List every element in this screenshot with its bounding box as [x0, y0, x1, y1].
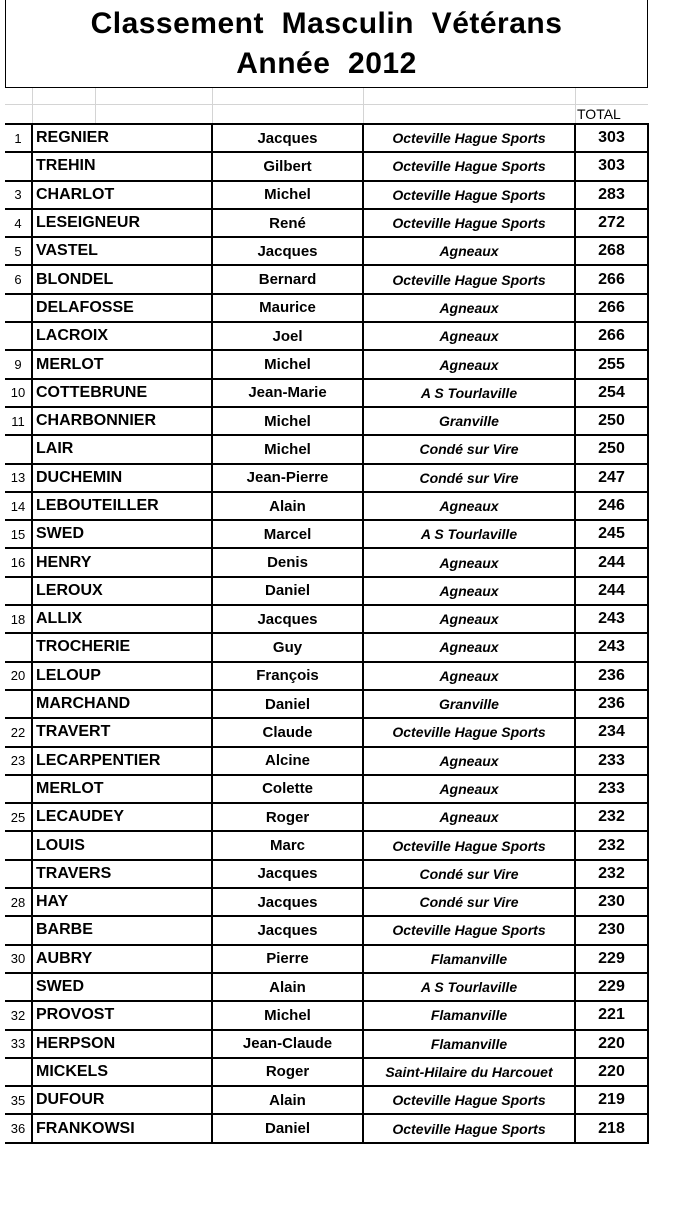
cell-total: 229	[575, 945, 648, 973]
cell-club: Octeville Hague Sports	[363, 124, 575, 152]
cell-firstname: Marc	[212, 831, 363, 859]
cell-club: Agneaux	[363, 492, 575, 520]
header-gridline-club	[575, 88, 576, 123]
cell-name: PROVOST	[32, 1001, 212, 1029]
cell-firstname: Alain	[212, 492, 363, 520]
cell-total: 220	[575, 1030, 648, 1058]
cell-rank: 20	[5, 662, 32, 690]
cell-total: 232	[575, 831, 648, 859]
cell-rank: 16	[5, 548, 32, 576]
cell-name: MICKELS	[32, 1058, 212, 1086]
table-row[interactable]	[5, 209, 648, 237]
cell-total: 244	[575, 548, 648, 576]
cell-rank	[5, 775, 32, 803]
cell-firstname: Maurice	[212, 294, 363, 322]
cell-club: Granville	[363, 690, 575, 718]
cell-total: 233	[575, 775, 648, 803]
cell-rank: 11	[5, 407, 32, 435]
cell-name: HAY	[32, 888, 212, 916]
cell-name: LEROUX	[32, 577, 212, 605]
cell-club: Octeville Hague Sports	[363, 1114, 575, 1142]
table-row[interactable]	[5, 577, 648, 605]
cell-name: CHARLOT	[32, 181, 212, 209]
cell-firstname: Jean-Pierre	[212, 464, 363, 492]
header-gridline-name	[212, 88, 213, 123]
cell-total: 243	[575, 633, 648, 661]
ranking-table-body	[5, 124, 648, 1143]
cell-club: Agneaux	[363, 237, 575, 265]
cell-club: Flamanville	[363, 1030, 575, 1058]
table-row[interactable]	[5, 520, 648, 548]
cell-club: Agneaux	[363, 662, 575, 690]
page-title-line-1: Classement Masculin Vétérans	[90, 6, 563, 40]
cell-name: DELAFOSSE	[32, 294, 212, 322]
cell-rank: 35	[5, 1086, 32, 1114]
cell-total: 232	[575, 860, 648, 888]
cell-rank	[5, 831, 32, 859]
cell-firstname: Colette	[212, 775, 363, 803]
cell-total: 219	[575, 1086, 648, 1114]
cell-total: 244	[575, 577, 648, 605]
cell-rank	[5, 322, 32, 350]
cell-rank	[5, 152, 32, 180]
cell-name: VASTEL	[32, 237, 212, 265]
table-row[interactable]	[5, 350, 648, 378]
cell-name: TRAVERS	[32, 860, 212, 888]
page-title-line-2: Année 2012	[236, 46, 417, 80]
column-header-total: TOTAL	[577, 106, 621, 122]
cell-club: Octeville Hague Sports	[363, 831, 575, 859]
cell-club: A S Tourlaville	[363, 973, 575, 1001]
cell-firstname: Gilbert	[212, 152, 363, 180]
table-row[interactable]	[5, 860, 648, 888]
header-blank-row-2	[5, 105, 648, 123]
table-row[interactable]	[5, 1001, 648, 1029]
header-gridline-rank	[32, 88, 33, 123]
cell-club: Octeville Hague Sports	[363, 1086, 575, 1114]
cell-rank: 6	[5, 265, 32, 293]
table-row[interactable]	[5, 916, 648, 944]
cell-club: Condé sur Vire	[363, 464, 575, 492]
header-gridline-firstname	[363, 88, 364, 123]
cell-firstname: Jacques	[212, 605, 363, 633]
cell-name: LECAUDEY	[32, 803, 212, 831]
cell-firstname: Claude	[212, 718, 363, 746]
cell-total: 220	[575, 1058, 648, 1086]
cell-total: 266	[575, 294, 648, 322]
cell-rank: 28	[5, 888, 32, 916]
table-header-band	[5, 88, 648, 123]
cell-firstname: Alain	[212, 973, 363, 1001]
cell-rank: 18	[5, 605, 32, 633]
cell-name: AUBRY	[32, 945, 212, 973]
cell-name: MERLOT	[32, 775, 212, 803]
cell-firstname: Daniel	[212, 1114, 363, 1142]
cell-total: 266	[575, 322, 648, 350]
cell-rank: 10	[5, 379, 32, 407]
table-row[interactable]	[5, 237, 648, 265]
table-row[interactable]	[5, 492, 648, 520]
cell-total: 283	[575, 181, 648, 209]
cell-name: CHARBONNIER	[32, 407, 212, 435]
cell-club: Octeville Hague Sports	[363, 181, 575, 209]
page-title	[5, 0, 648, 88]
cell-total: 230	[575, 916, 648, 944]
cell-total: 232	[575, 803, 648, 831]
cell-total: 236	[575, 662, 648, 690]
cell-total: 247	[575, 464, 648, 492]
cell-name: COTTEBRUNE	[32, 379, 212, 407]
cell-total: 236	[575, 690, 648, 718]
cell-name: LOUIS	[32, 831, 212, 859]
cell-firstname: Denis	[212, 548, 363, 576]
cell-club: Octeville Hague Sports	[363, 718, 575, 746]
cell-firstname: Alcine	[212, 747, 363, 775]
cell-total: 246	[575, 492, 648, 520]
cell-total: 268	[575, 237, 648, 265]
cell-club: Agneaux	[363, 350, 575, 378]
table-row[interactable]	[5, 152, 648, 180]
cell-name: BLONDEL	[32, 265, 212, 293]
table-row[interactable]	[5, 831, 648, 859]
cell-firstname: Guy	[212, 633, 363, 661]
table-row[interactable]	[5, 888, 648, 916]
cell-name: LAIR	[32, 435, 212, 463]
cell-name: MERLOT	[32, 350, 212, 378]
table-row[interactable]	[5, 1114, 648, 1142]
table-row[interactable]	[5, 1086, 648, 1114]
cell-club: Condé sur Vire	[363, 435, 575, 463]
cell-firstname: Michel	[212, 350, 363, 378]
header-blank-row-1	[5, 88, 648, 105]
cell-club: Saint-Hilaire du Harcouet	[363, 1058, 575, 1086]
cell-total: 243	[575, 605, 648, 633]
cell-firstname: René	[212, 209, 363, 237]
cell-rank	[5, 690, 32, 718]
cell-name: BARBE	[32, 916, 212, 944]
cell-name: LACROIX	[32, 322, 212, 350]
cell-total: 255	[575, 350, 648, 378]
table-row[interactable]	[5, 294, 648, 322]
cell-name: TROCHERIE	[32, 633, 212, 661]
cell-club: Octeville Hague Sports	[363, 265, 575, 293]
cell-club: Agneaux	[363, 577, 575, 605]
table-row[interactable]	[5, 1058, 648, 1086]
cell-club: Agneaux	[363, 803, 575, 831]
cell-rank: 4	[5, 209, 32, 237]
cell-name: HERPSON	[32, 1030, 212, 1058]
cell-total: 254	[575, 379, 648, 407]
table-row[interactable]	[5, 633, 648, 661]
cell-rank: 32	[5, 1001, 32, 1029]
cell-rank	[5, 577, 32, 605]
cell-firstname: Michel	[212, 181, 363, 209]
cell-total: 230	[575, 888, 648, 916]
cell-name: HENRY	[32, 548, 212, 576]
table-row[interactable]	[5, 407, 648, 435]
cell-name: DUFOUR	[32, 1086, 212, 1114]
cell-rank: 22	[5, 718, 32, 746]
ranking-table	[5, 123, 649, 1144]
cell-firstname: Michel	[212, 1001, 363, 1029]
cell-club: Agneaux	[363, 322, 575, 350]
cell-firstname: Jean-Claude	[212, 1030, 363, 1058]
cell-club: Octeville Hague Sports	[363, 916, 575, 944]
cell-name: LESEIGNEUR	[32, 209, 212, 237]
cell-total: 234	[575, 718, 648, 746]
table-row[interactable]	[5, 775, 648, 803]
cell-rank: 23	[5, 747, 32, 775]
cell-rank	[5, 860, 32, 888]
cell-rank	[5, 1058, 32, 1086]
cell-firstname: Pierre	[212, 945, 363, 973]
cell-firstname: Jacques	[212, 124, 363, 152]
cell-firstname: Marcel	[212, 520, 363, 548]
cell-total: 266	[575, 265, 648, 293]
cell-firstname: Daniel	[212, 577, 363, 605]
table-row[interactable]	[5, 379, 648, 407]
cell-firstname: Bernard	[212, 265, 363, 293]
cell-club: A S Tourlaville	[363, 520, 575, 548]
cell-club: Condé sur Vire	[363, 860, 575, 888]
cell-name: FRANKOWSI	[32, 1114, 212, 1142]
cell-rank: 30	[5, 945, 32, 973]
cell-firstname: Jacques	[212, 860, 363, 888]
cell-total: 303	[575, 124, 648, 152]
cell-name: ALLIX	[32, 605, 212, 633]
cell-total: 303	[575, 152, 648, 180]
table-row[interactable]	[5, 945, 648, 973]
cell-firstname: Joel	[212, 322, 363, 350]
cell-total: 272	[575, 209, 648, 237]
cell-name: REGNIER	[32, 124, 212, 152]
cell-firstname: Jean-Marie	[212, 379, 363, 407]
cell-rank	[5, 973, 32, 1001]
cell-club: Agneaux	[363, 747, 575, 775]
cell-firstname: François	[212, 662, 363, 690]
cell-name: DUCHEMIN	[32, 464, 212, 492]
table-row[interactable]	[5, 718, 648, 746]
cell-rank	[5, 435, 32, 463]
cell-total: 233	[575, 747, 648, 775]
table-row[interactable]	[5, 181, 648, 209]
cell-rank: 9	[5, 350, 32, 378]
cell-club: Agneaux	[363, 633, 575, 661]
cell-firstname: Roger	[212, 1058, 363, 1086]
table-row[interactable]	[5, 464, 648, 492]
table-row[interactable]	[5, 973, 648, 1001]
header-gridline-a	[95, 88, 96, 123]
cell-club: A S Tourlaville	[363, 379, 575, 407]
cell-total: 229	[575, 973, 648, 1001]
cell-firstname: Roger	[212, 803, 363, 831]
cell-rank: 3	[5, 181, 32, 209]
cell-total: 250	[575, 435, 648, 463]
cell-firstname: Daniel	[212, 690, 363, 718]
cell-rank: 25	[5, 803, 32, 831]
cell-rank: 5	[5, 237, 32, 265]
cell-rank: 36	[5, 1114, 32, 1142]
cell-firstname: Michel	[212, 435, 363, 463]
cell-rank	[5, 633, 32, 661]
table-row[interactable]	[5, 690, 648, 718]
table-row[interactable]	[5, 803, 648, 831]
cell-rank: 1	[5, 124, 32, 152]
cell-club: Granville	[363, 407, 575, 435]
table-row[interactable]	[5, 322, 648, 350]
cell-rank: 14	[5, 492, 32, 520]
cell-firstname: Jacques	[212, 888, 363, 916]
table-row[interactable]	[5, 265, 648, 293]
cell-club: Octeville Hague Sports	[363, 209, 575, 237]
cell-club: Agneaux	[363, 775, 575, 803]
cell-club: Flamanville	[363, 945, 575, 973]
cell-name: LELOUP	[32, 662, 212, 690]
cell-name: SWED	[32, 520, 212, 548]
table-row[interactable]	[5, 435, 648, 463]
cell-rank: 13	[5, 464, 32, 492]
table-row[interactable]	[5, 548, 648, 576]
cell-name: LEBOUTEILLER	[32, 492, 212, 520]
table-row[interactable]	[5, 605, 648, 633]
cell-club: Octeville Hague Sports	[363, 152, 575, 180]
table-row[interactable]	[5, 747, 648, 775]
cell-rank	[5, 916, 32, 944]
cell-firstname: Alain	[212, 1086, 363, 1114]
cell-firstname: Michel	[212, 407, 363, 435]
cell-club: Flamanville	[363, 1001, 575, 1029]
cell-firstname: Jacques	[212, 916, 363, 944]
cell-rank	[5, 294, 32, 322]
cell-total: 218	[575, 1114, 648, 1142]
cell-name: MARCHAND	[32, 690, 212, 718]
cell-rank: 15	[5, 520, 32, 548]
cell-name: LECARPENTIER	[32, 747, 212, 775]
cell-club: Agneaux	[363, 548, 575, 576]
cell-total: 221	[575, 1001, 648, 1029]
cell-total: 250	[575, 407, 648, 435]
cell-name: SWED	[32, 973, 212, 1001]
cell-firstname: Jacques	[212, 237, 363, 265]
cell-name: TREHIN	[32, 152, 212, 180]
cell-club: Agneaux	[363, 294, 575, 322]
table-row[interactable]	[5, 124, 648, 152]
cell-club: Agneaux	[363, 605, 575, 633]
cell-rank: 33	[5, 1030, 32, 1058]
table-row[interactable]	[5, 662, 648, 690]
table-row[interactable]	[5, 1030, 648, 1058]
cell-name: TRAVERT	[32, 718, 212, 746]
cell-total: 245	[575, 520, 648, 548]
cell-club: Condé sur Vire	[363, 888, 575, 916]
